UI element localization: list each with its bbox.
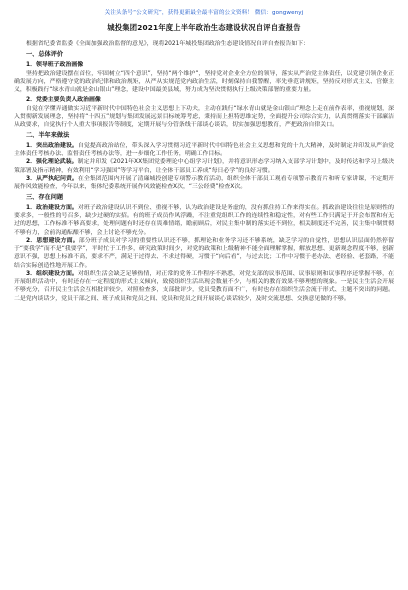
body-problem-organization: 对组织生活会缺乏足够热情，对正常的党务工作程序不熟悉，对党支部的议事范围、议事原则和议事程序还掌握不够，在开展组织活动中，有时还存在一定程度的形式主义倾向，致使组织生活出现会数量不少，与相关的教育效果不够理想的现象。一是民主生活会开展不够充分，召开民主生活会互相批评较少，对照检查多，支部批评少，党员受教育面不广，有时也存在组织生活会流于形式、主题不突出的问题。二是党内谈话少，党员干部之间、班子成员和党员之间、党员和党员之间开展谈心谈话较少，及时交流思想、交换意见做的不够。 [14, 270, 394, 302]
promo-banner-text: 关注头条号“公文研究”，获得更新最全最丰富的公文资料！ 微信：gongwenyj [104, 10, 304, 16]
section-heading-3: 三、存在问题 [26, 194, 64, 202]
document-page [0, 10, 408, 590]
paragraph-discipline [14, 175, 394, 192]
lead-political-building: 1．突出政治建设。 [26, 142, 78, 149]
subheading-secretary-portrait: 2．党委主要负责人政治画像 [26, 96, 101, 103]
lead-discipline: 3．从严执纪问责。 [26, 175, 78, 182]
body-problem-political: 对班子政治建设认识不到位、重视不够，认为政治建设是务虚的，没有抓住持工作来得实在。抓政治建设往往是原则性的要求多，一般性的号召多，缺少过硬的实招。有的班子成员作风浮躁，不注重党组织工作的连续性和稳定性，对有些工作只满足于开会布置和有无过的思想，工作标准不够高要求，处理问题有时还存在畏难情绪，瞻前顾后，对民主集中制的落实还不到位，相关制度还不完善，民主集中制贯彻不够有力，会前沟通酝酿不够，会上讨论不够充分。 [14, 204, 394, 236]
paragraph-problem-thought [14, 237, 394, 270]
lead-problem-organization: 3．组织建设方面。 [26, 270, 78, 277]
paragraph-leadership-portrait: 坚持把政治建设摆在首位，牢固树立“四个意识”，坚持“两个维护”，坚持党对企业全方位的领导，落实从严治党主体责任，以党建引领企业正确发展方向，严格遵守党的政治纪律和政治规矩，从严从实规范党内政治生活，时刻保持自我警醒，率先垂范讲规矩，坚持反对形式主义、官僚主义，积极践行“绿水青山就是金山银山”理念，建设中国最美县域，努力成为坚决贯彻执行上级决策部署的重要力量。 [14, 70, 394, 94]
body-discipline: 在全集团范围内开展了清廉城投创建专项警示教育活动，组织全体干部员工观看专项警示教育片和听专家讲课，不定期开展作风效能检查，今年以来，集体纪委系统开展作风效能检查X次，“三公经费”检查X次。 [14, 175, 394, 190]
subheading-leadership-portrait: 1．领导班子政治画像 [26, 61, 84, 68]
lead-theory: 2．强化理论武装。 [26, 159, 78, 166]
body-political-building: 自觉提高政治站位，带头深入学习贯彻习近平新时代中国特色社会主义思想和党的十九大精神，及时制定并印发从严治党主体责任考核办法、监督责任考核办法等，进一步细化工作任务，明确工作目标。 [14, 142, 394, 157]
lead-problem-political: 1．政治建设方面。 [26, 204, 78, 211]
section-heading-1: 一、总体评价 [26, 51, 64, 59]
promo-banner [14, 10, 394, 17]
paragraph-problem-organization [14, 270, 394, 303]
paragraph-problem-political [14, 204, 394, 237]
section-heading-2: 二、半年来做法 [26, 132, 70, 140]
paragraph-theory [14, 158, 394, 175]
document-title: 城投集团2021年度上半年政治生态建设状况自评自查报告 [107, 23, 301, 32]
intro-paragraph: 根据省纪委省监委《全面加强政治监督的意见》，现将2021年城投集团政治生态建设情况自评自查报告如下： [26, 41, 310, 47]
lead-problem-thought: 2．思想建设方面。 [26, 237, 79, 244]
paragraph-secretary-portrait: 自觉在学懂弄通做实习近平新时代中国特色社会主义思想上下功夫，主动在践行“绿水青山就是金山银山”理念上走在前作表率，重视规划，深入贯彻新发展理念，坚持将“十四五”规划与集团发展远景目标统筹考虑，秉持而上担特思维定势，全面提升公司综合实力，认真贯彻落实干部廉洁从政要求，自觉执行个人重大事项报告等制度，定期开展与分管条线干部谈心谈话，切实加强思想教育，严把政治自律关口。 [14, 105, 394, 128]
paragraph-political-building [14, 142, 394, 159]
body-problem-thought: 部分班子成员对学习的重要性认识还不够，抓理论和业务学习还不够系统，缺乏学习的自觉性，思想认识层面仍然停留于“要我学”而不是“我要学”，平时忙于工作多，研究政策时间少，对党的政策和上级精神不能全面理解掌握，解放思想、更新观念程度不够，创新意识不强，思想上标准不高，要求不严，满足于过得去、不求过得硬，习惯于“向后看”，与过去比；工作中习惯于老办法、老经验、老套路，不能结合实际创造性地开展工作。 [14, 237, 394, 269]
body-theory: 制定并印发《2021年XX集团党委理论中心组学习计划》，并将意识形态学习纳入支部学习计划中，及时传达和学习上级决策部署及指示精神，有效利用“学习强国”等学习平台，让全体干部员工养成“每日必学”的良好习惯。 [14, 159, 394, 174]
